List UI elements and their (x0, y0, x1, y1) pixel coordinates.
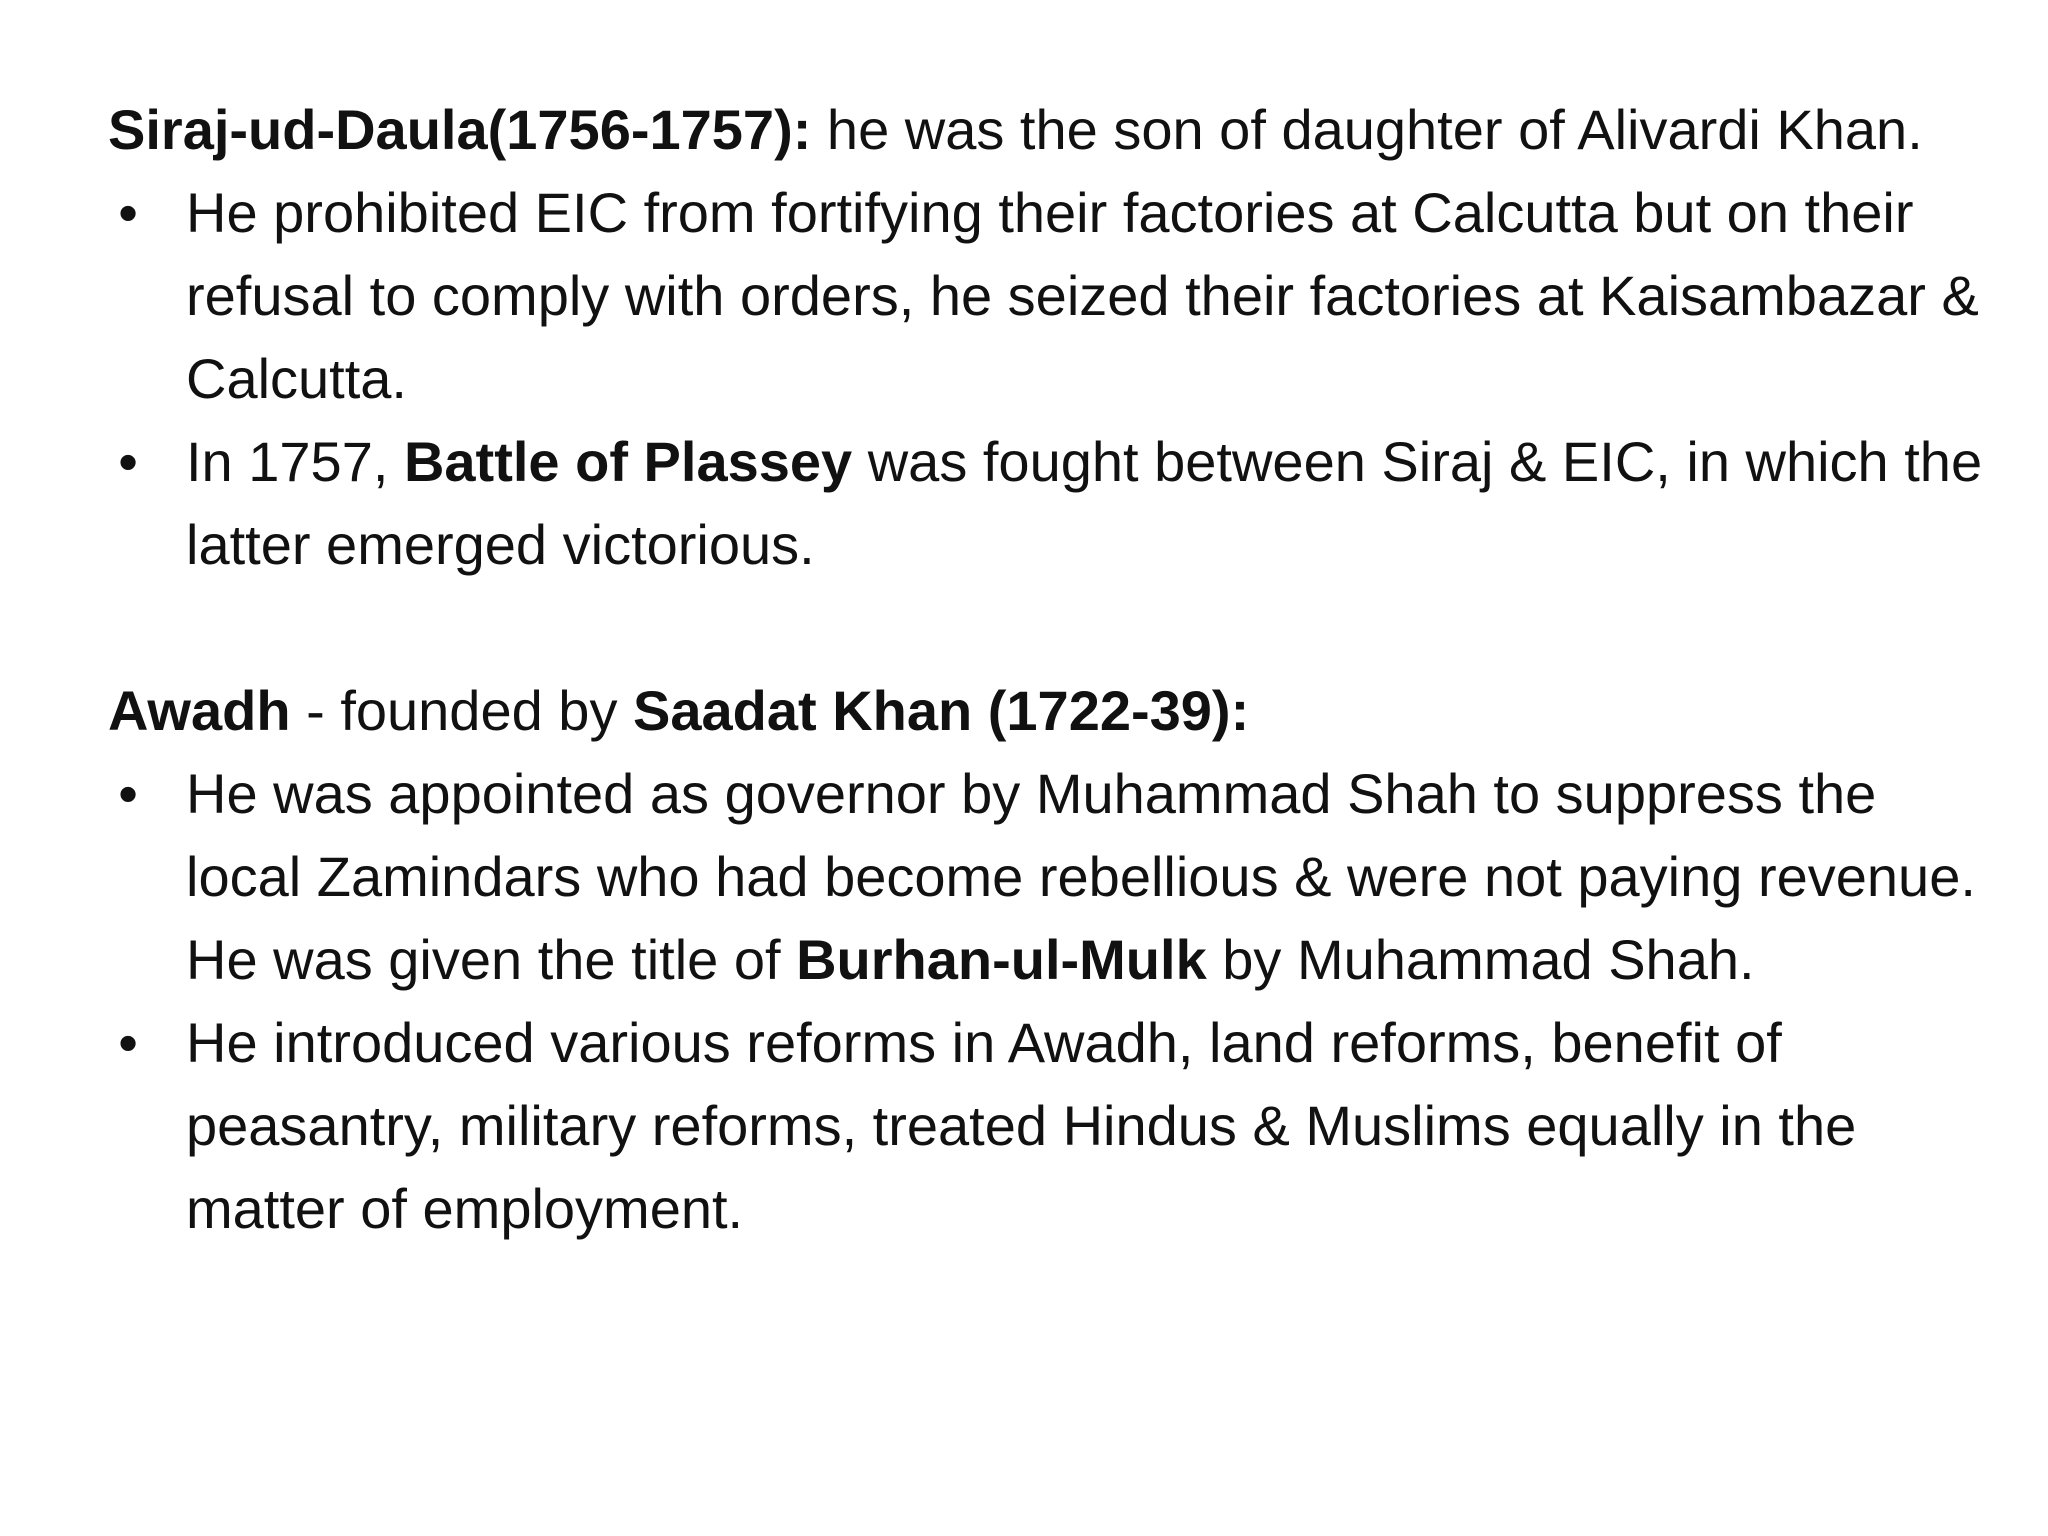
bullet-icon: • (118, 1011, 138, 1074)
bullet-text: He introduced various reforms in Awadh, land reforms, benefit of peasantry, military reforms, treated Hindus & Muslims equally in the matter of employment. (186, 1011, 1857, 1240)
bullet-text-bold: Battle of Plassey (403, 430, 853, 493)
bullet-icon: • (118, 181, 138, 244)
awadh-heading (108, 669, 1988, 752)
bullet-text-pre: He was appointed as governor by Muhammad Shah to suppress the local Zamindars who had become rebellious & were not paying revenue. He was given the title of (186, 762, 1976, 991)
siraj-heading (108, 88, 1988, 171)
awadh-heading-bold-2: Saadat Khan (1722-39): (633, 679, 1250, 742)
awadh-heading-bold: Awadh (108, 679, 291, 742)
bullet-item (108, 420, 1988, 586)
bullet-item (108, 171, 1988, 420)
awadh-bullet-list (108, 752, 1988, 1250)
section-spacer (108, 586, 1988, 669)
slide-content (108, 88, 1988, 1250)
awadh-heading-text: - founded by (290, 679, 633, 742)
bullet-icon: • (118, 762, 138, 825)
bullet-text-pre: In 1757, (186, 430, 404, 493)
bullet-text-post: was fought between Siraj & EIC, in which the latter emerged victorious. (186, 430, 1983, 576)
siraj-bullet-list (108, 171, 1988, 586)
bullet-item (108, 1001, 1988, 1250)
siraj-heading-bold: Siraj-ud-Daula(1756-1757): (108, 98, 812, 161)
bullet-text-post: by Muhammad Shah. (1206, 928, 1755, 991)
bullet-text-bold: Burhan-ul-Mulk (796, 928, 1207, 991)
bullet-text: He prohibited EIC from fortifying their factories at Calcutta but on their refusal to comply with orders, he seized their factories at Kaisambazar & Calcutta. (186, 181, 1979, 410)
bullet-icon: • (118, 430, 138, 493)
siraj-heading-text: he was the son of daughter of Alivardi Khan. (811, 98, 1923, 161)
bullet-item (108, 752, 1988, 1001)
